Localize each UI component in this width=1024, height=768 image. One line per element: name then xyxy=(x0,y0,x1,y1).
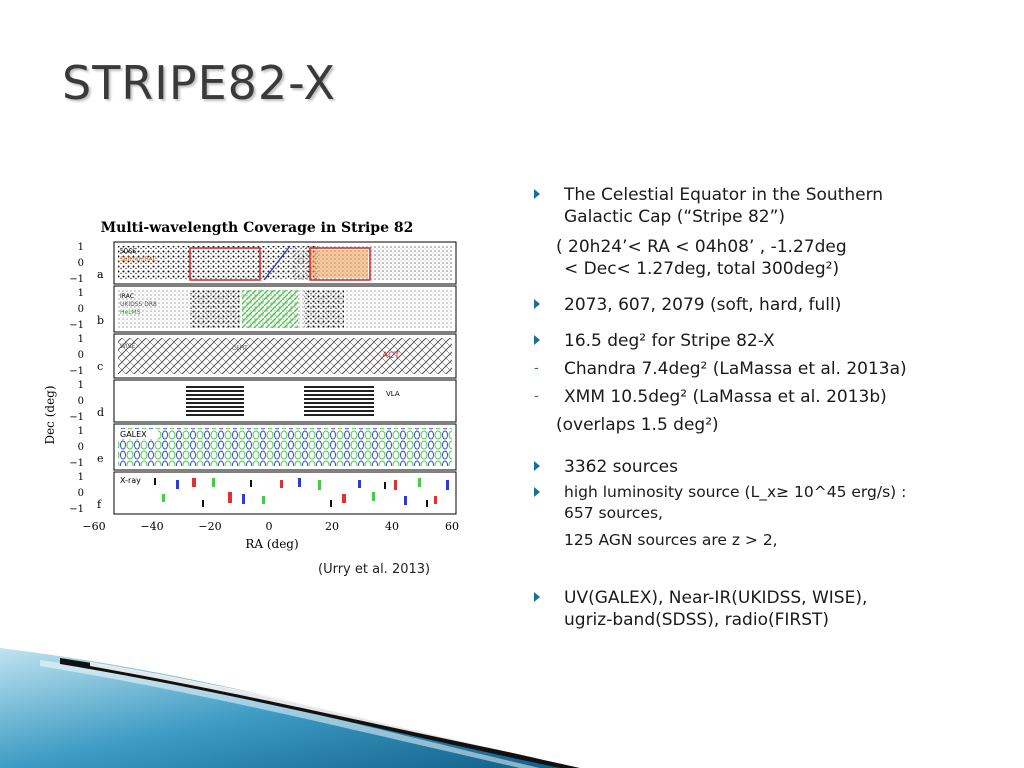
panel-a-label-1: SDSS xyxy=(120,248,137,255)
panel-d-letter: d xyxy=(97,406,105,419)
panel-b-letter: b xyxy=(97,314,105,327)
panel-d xyxy=(97,380,456,422)
bullet-text: 16.5 deg² for Stripe 82-X xyxy=(564,331,775,351)
ytick: −1 xyxy=(69,412,84,423)
ytick: 0 xyxy=(77,304,84,315)
panel-e xyxy=(97,424,456,470)
bullet-item xyxy=(534,184,984,228)
bullet-item xyxy=(534,587,984,631)
ytick: 1 xyxy=(77,472,84,483)
bullet-text: The Celestial Equator in the Southern xyxy=(564,185,884,205)
bullet-text: < Dec< 1.27deg, total 300deg²) xyxy=(564,259,840,279)
xtick: 40 xyxy=(385,520,399,533)
xtick: 60 xyxy=(445,520,459,533)
bullet-arrow-icon xyxy=(534,299,540,309)
panel-d-label: VLA xyxy=(386,390,400,398)
panel-c-letter: c xyxy=(97,360,104,373)
panel-f xyxy=(97,472,456,514)
dash-icon: - xyxy=(534,389,539,404)
coverage-figure xyxy=(42,210,472,555)
figure-xlabel: RA (deg) xyxy=(245,537,299,551)
figure-ylabel: Dec (deg) xyxy=(43,385,57,445)
xtick: −20 xyxy=(198,520,222,533)
panel-a-letter: a xyxy=(97,268,104,281)
ytick: 0 xyxy=(77,258,84,269)
panel-c xyxy=(97,334,456,378)
figure-title: Multi-wavelength Coverage in Stripe 82 xyxy=(100,220,414,236)
panel-b xyxy=(97,286,456,332)
ytick: −1 xyxy=(69,458,84,469)
bullet-item xyxy=(534,330,984,352)
bullet-arrow-icon xyxy=(534,189,540,199)
bullet-subitem xyxy=(534,386,984,408)
decorative-swoosh xyxy=(0,640,1024,768)
bullet-text: Galactic Cap (“Stripe 82”) xyxy=(564,207,786,227)
bullet-subtext xyxy=(534,236,984,280)
ytick: −1 xyxy=(69,504,84,515)
ytick: 1 xyxy=(77,334,84,345)
bullet-arrow-icon xyxy=(534,335,540,345)
bullet-item xyxy=(534,294,984,316)
panel-c-label-1: WISE xyxy=(120,343,136,350)
bullet-item xyxy=(534,456,984,478)
ytick: 0 xyxy=(77,350,84,361)
xtick: −60 xyxy=(82,520,106,533)
dash-icon: - xyxy=(534,361,539,376)
ytick: −1 xyxy=(69,274,84,285)
ytick: 1 xyxy=(77,426,84,437)
xtick: −40 xyxy=(140,520,164,533)
panel-c-label-2: CFHT xyxy=(232,345,248,352)
bullet-text: XMM 10.5deg² (LaMassa et al. 2013b) xyxy=(564,387,887,407)
panel-f-letter: f xyxy=(97,498,102,511)
bullet-text: 3362 sources xyxy=(564,457,678,477)
bullet-item xyxy=(534,482,984,524)
bullet-text: high luminosity source (L_x≥ 10^45 erg/s) : xyxy=(564,483,907,501)
ytick: 0 xyxy=(77,488,84,499)
panel-b-label-2: UKIDSS DR8 xyxy=(120,301,157,308)
bullet-text: 125 AGN sources are z > 2, xyxy=(564,531,778,549)
panel-a-label-2: Spitzer/IRAC xyxy=(120,256,157,263)
panel-e-label: GALEX xyxy=(120,430,147,439)
bullet-text: 2073, 607, 2079 (soft, hard, full) xyxy=(564,295,842,315)
ytick: 0 xyxy=(77,442,84,453)
xtick: 20 xyxy=(325,520,339,533)
bullet-text: UV(GALEX), Near-IR(UKIDSS, WISE), xyxy=(564,588,868,608)
bullet-text: ugriz-band(SDSS), radio(FIRST) xyxy=(564,610,830,630)
ytick: −1 xyxy=(69,320,84,331)
bullet-subitem xyxy=(534,358,984,380)
bullet-arrow-icon xyxy=(534,461,540,471)
ytick: −1 xyxy=(69,366,84,377)
ytick: 0 xyxy=(77,396,84,407)
ytick: 1 xyxy=(77,288,84,299)
bullet-text: (overlaps 1.5 deg²) xyxy=(556,415,719,435)
panel-a xyxy=(97,242,456,284)
panel-e-letter: e xyxy=(97,452,104,465)
ytick: 1 xyxy=(77,380,84,391)
bullet-text: Chandra 7.4deg² (LaMassa et al. 2013a) xyxy=(564,359,907,379)
panel-b-label-1: IRAC xyxy=(120,293,134,300)
bullet-arrow-icon xyxy=(534,487,540,497)
slide-title: STRIPE82-X xyxy=(62,56,336,110)
bullet-list xyxy=(534,184,984,631)
ytick: 1 xyxy=(77,242,84,253)
panel-b-label-3: HeLMS xyxy=(120,309,141,316)
panel-c-label-act: ACT xyxy=(382,351,400,361)
bullet-arrow-icon xyxy=(534,592,540,602)
xtick: 0 xyxy=(265,520,273,533)
figure-caption: (Urry et al. 2013) xyxy=(318,562,431,577)
panel-f-label: X-ray xyxy=(120,476,141,485)
bullet-text: 657 sources, xyxy=(564,504,663,522)
bullet-text: ( 20h24’< RA < 04h08’ , -1.27deg xyxy=(556,237,847,257)
